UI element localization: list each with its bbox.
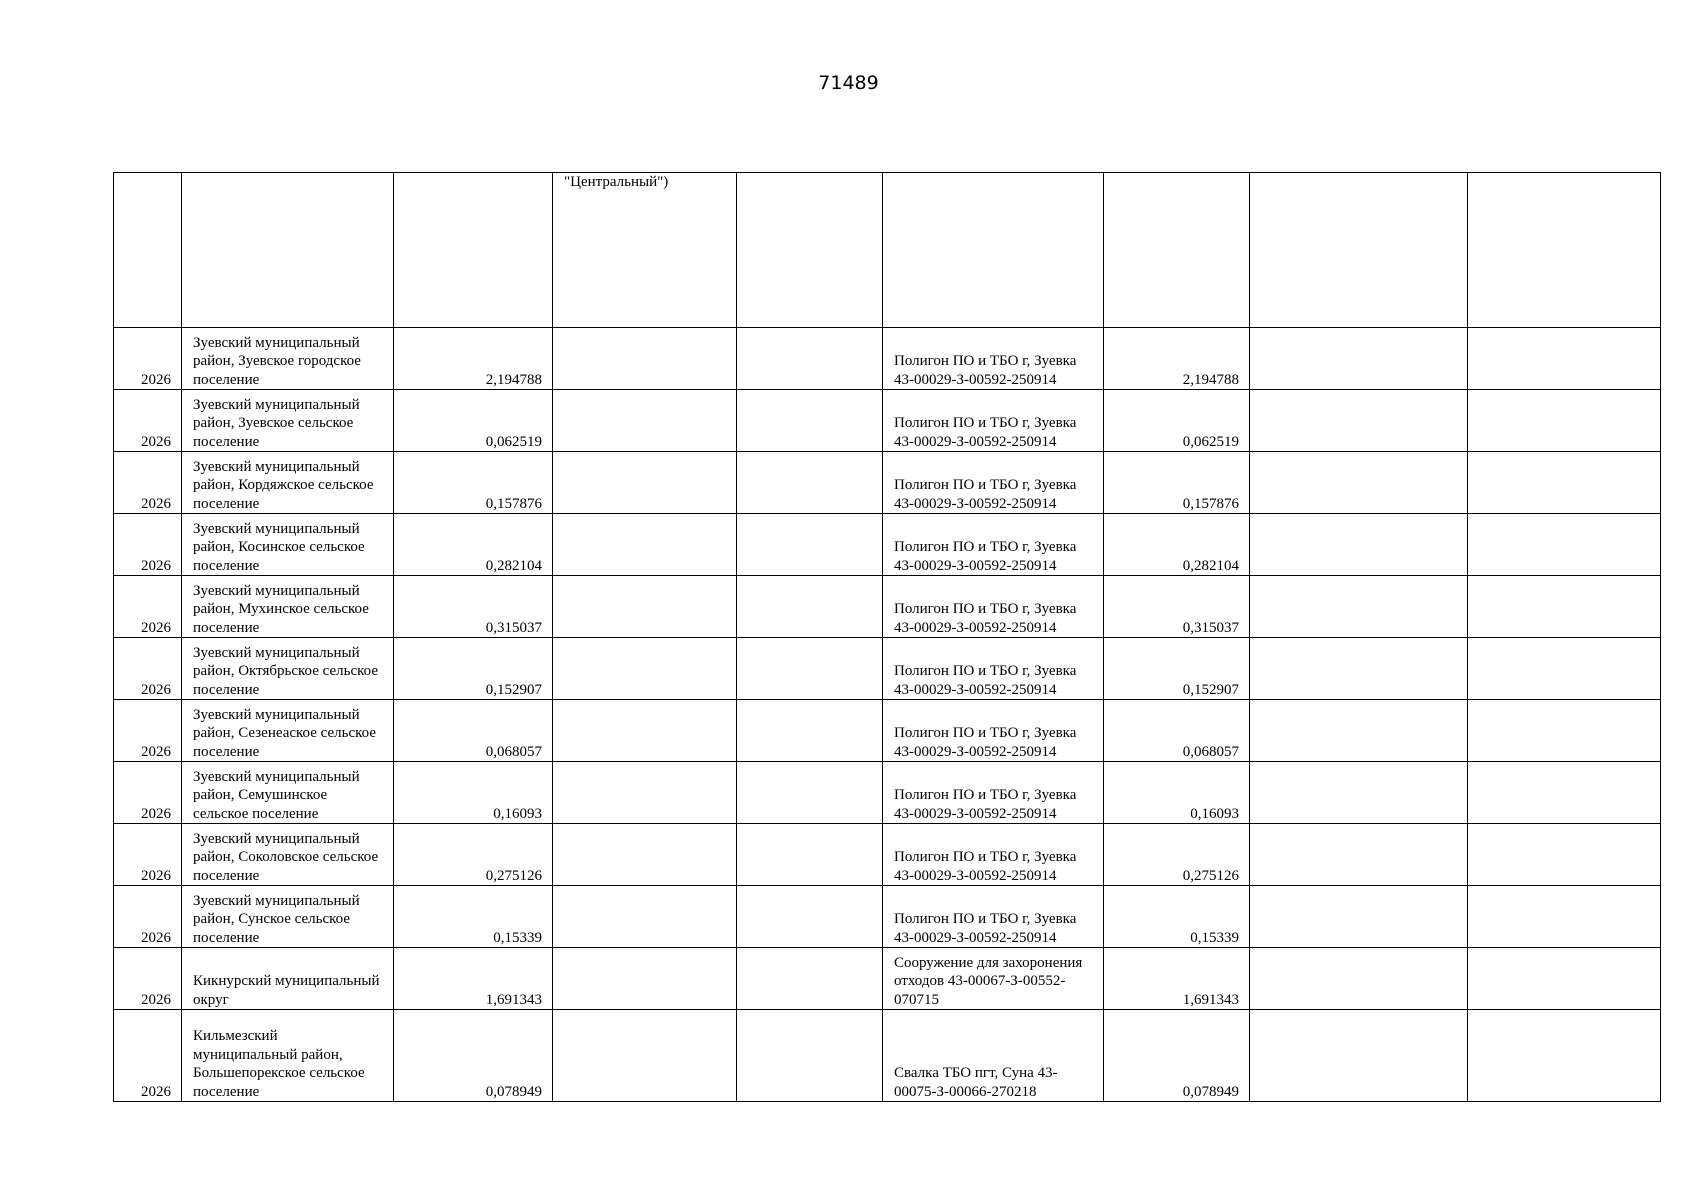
cell-empty (737, 638, 883, 700)
cell-mass-in: 0,282104 (394, 514, 553, 576)
cell-municipality: Зуевский муниципальный район, Косинское сельское поселение (182, 514, 394, 576)
cell-empty (553, 452, 737, 514)
cell-empty (1250, 173, 1468, 328)
cell-mass-in: 1,691343 (394, 948, 553, 1010)
cell-mass-out: 1,691343 (1104, 948, 1250, 1010)
cell-empty (1250, 576, 1468, 638)
cell-year: 2026 (114, 762, 182, 824)
cell-year: 2026 (114, 1010, 182, 1102)
cell-municipality: Зуевский муниципальный район, Сунское сельское поселение (182, 886, 394, 948)
cell-municipality: Зуевский муниципальный район, Сезенеаское сельское поселение (182, 700, 394, 762)
cell-empty (553, 390, 737, 452)
cell-mass-in: 0,157876 (394, 452, 553, 514)
cell-facility: Полигон ПО и ТБО г, Зуевка 43-00029-З-00592-250914 (883, 576, 1104, 638)
cell-empty (1250, 700, 1468, 762)
cell-year: 2026 (114, 886, 182, 948)
cell-year (114, 173, 182, 328)
cell-facility: Свалка ТБО пгт, Суна 43-00075-З-00066-270218 (883, 1010, 1104, 1102)
cell-mass-out: 0,15339 (1104, 886, 1250, 948)
cell-mass-in: 0,15339 (394, 886, 553, 948)
cell-empty (1468, 886, 1661, 948)
cell-facility: Полигон ПО и ТБО г, Зуевка 43-00029-З-00592-250914 (883, 328, 1104, 390)
table-row (114, 514, 1661, 576)
cell-mass-out: 0,152907 (1104, 638, 1250, 700)
cell-empty (737, 452, 883, 514)
cell-facility: Полигон ПО и ТБО г, Зуевка 43-00029-З-00592-250914 (883, 700, 1104, 762)
cell-year: 2026 (114, 514, 182, 576)
cell-empty (737, 824, 883, 886)
cell-municipality (182, 173, 394, 328)
cell-municipality: Зуевский муниципальный район, Семушинское сельское поселение (182, 762, 394, 824)
cell-mass-in: 0,315037 (394, 576, 553, 638)
cell-empty (737, 1010, 883, 1102)
cell-facility: Полигон ПО и ТБО г, Зуевка 43-00029-З-00592-250914 (883, 886, 1104, 948)
cell-empty (553, 638, 737, 700)
cell-empty (1250, 948, 1468, 1010)
cell-empty (1250, 1010, 1468, 1102)
cell-empty (1250, 328, 1468, 390)
cell-mass-out: 0,315037 (1104, 576, 1250, 638)
cell-empty (553, 824, 737, 886)
cell-empty (553, 576, 737, 638)
cell-empty (1250, 638, 1468, 700)
cell-mass-in: 0,152907 (394, 638, 553, 700)
cell-empty (737, 700, 883, 762)
cell-mass-out: 0,078949 (1104, 1010, 1250, 1102)
cell-facility: Полигон ПО и ТБО г, Зуевка 43-00029-З-00592-250914 (883, 824, 1104, 886)
cell-empty (1250, 452, 1468, 514)
cell-empty (1250, 762, 1468, 824)
cell-mass-in: 2,194788 (394, 328, 553, 390)
table-row (114, 948, 1661, 1010)
cell-empty (1468, 452, 1661, 514)
cell-empty (1468, 328, 1661, 390)
cell-empty (553, 886, 737, 948)
table-row (114, 390, 1661, 452)
cell-mass-in: 0,078949 (394, 1010, 553, 1102)
cell-empty (553, 700, 737, 762)
cell-mass-out: 0,16093 (1104, 762, 1250, 824)
cell-empty (737, 390, 883, 452)
cell-empty (1250, 824, 1468, 886)
cell-municipality: Кильмезский муниципальный район, Большепорекское сельское поселение (182, 1010, 394, 1102)
cell-empty (1250, 390, 1468, 452)
cell-mass-out: 2,194788 (1104, 328, 1250, 390)
cell-facility: Полигон ПО и ТБО г, Зуевка 43-00029-З-00592-250914 (883, 762, 1104, 824)
cell-empty (553, 514, 737, 576)
cell-municipality: Кикнурский муниципальный округ (182, 948, 394, 1010)
cell-empty (553, 762, 737, 824)
cell-empty (1468, 1010, 1661, 1102)
cell-empty (737, 328, 883, 390)
table-body (114, 173, 1661, 1102)
table-row (114, 824, 1661, 886)
cell-year: 2026 (114, 452, 182, 514)
table-row (114, 1010, 1661, 1102)
cell-mass-in: 0,275126 (394, 824, 553, 886)
cell-municipality: Зуевский муниципальный район, Октябрьское сельское поселение (182, 638, 394, 700)
page-number: 71489 (818, 72, 879, 94)
cell-year: 2026 (114, 328, 182, 390)
cell-mass-out: 0,275126 (1104, 824, 1250, 886)
cell-empty (1468, 576, 1661, 638)
cell-empty (1468, 638, 1661, 700)
cell-mass-out (1104, 173, 1250, 328)
cell-empty (737, 948, 883, 1010)
cell-empty (1468, 514, 1661, 576)
cell-facility: Полигон ПО и ТБО г, Зуевка 43-00029-З-00592-250914 (883, 514, 1104, 576)
table-row (114, 452, 1661, 514)
cell-empty (1468, 824, 1661, 886)
cell-mass-in: 0,16093 (394, 762, 553, 824)
table-row (114, 762, 1661, 824)
cell-empty (737, 514, 883, 576)
cell-year: 2026 (114, 700, 182, 762)
cell-mass-in (394, 173, 553, 328)
cell-empty (737, 886, 883, 948)
cell-mass-out: 0,068057 (1104, 700, 1250, 762)
cell-empty (553, 1010, 737, 1102)
table-row (114, 700, 1661, 762)
cell-empty (553, 328, 737, 390)
table-row (114, 576, 1661, 638)
cell-municipality: Зуевский муниципальный район, Кордяжское сельское поселение (182, 452, 394, 514)
cell-mass-out: 0,062519 (1104, 390, 1250, 452)
cell-empty (737, 173, 883, 328)
cell-facility: Полигон ПО и ТБО г, Зуевка 43-00029-З-00592-250914 (883, 452, 1104, 514)
cell-empty (737, 762, 883, 824)
cell-year: 2026 (114, 638, 182, 700)
cell-year: 2026 (114, 824, 182, 886)
cell-empty (1468, 700, 1661, 762)
cell-municipality: Зуевский муниципальный район, Мухинское сельское поселение (182, 576, 394, 638)
cell-year: 2026 (114, 576, 182, 638)
cell-year: 2026 (114, 390, 182, 452)
cell-empty (737, 576, 883, 638)
table-row (114, 638, 1661, 700)
cell-municipality: Зуевский муниципальный район, Зуевское городское поселение (182, 328, 394, 390)
cell-mass-in: 0,062519 (394, 390, 553, 452)
cell-empty (1468, 948, 1661, 1010)
cell-municipality: Зуевский муниципальный район, Зуевское сельское поселение (182, 390, 394, 452)
table-row (114, 886, 1661, 948)
cell-facility: Сооружение для захоронения отходов 43-00067-З-00552-070715 (883, 948, 1104, 1010)
cell-facility: Полигон ПО и ТБО г, Зуевка 43-00029-З-00592-250914 (883, 390, 1104, 452)
cell-empty (1468, 390, 1661, 452)
cell-facility: Полигон ПО и ТБО г, Зуевка 43-00029-З-00592-250914 (883, 638, 1104, 700)
cell-empty (553, 948, 737, 1010)
cell-empty (1250, 514, 1468, 576)
cell-mass-out: 0,282104 (1104, 514, 1250, 576)
waste-flow-table (113, 172, 1661, 1102)
cell-facility (883, 173, 1104, 328)
cell-empty (1468, 173, 1661, 328)
cell-mass-in: 0,068057 (394, 700, 553, 762)
table-row (114, 328, 1661, 390)
cell-mass-out: 0,157876 (1104, 452, 1250, 514)
cell-municipality: Зуевский муниципальный район, Соколовское сельское поселение (182, 824, 394, 886)
cell-carryover-text: "Центральный") (553, 173, 737, 328)
cell-year: 2026 (114, 948, 182, 1010)
carryover-row (114, 173, 1661, 328)
cell-empty (1250, 886, 1468, 948)
cell-empty (1468, 762, 1661, 824)
